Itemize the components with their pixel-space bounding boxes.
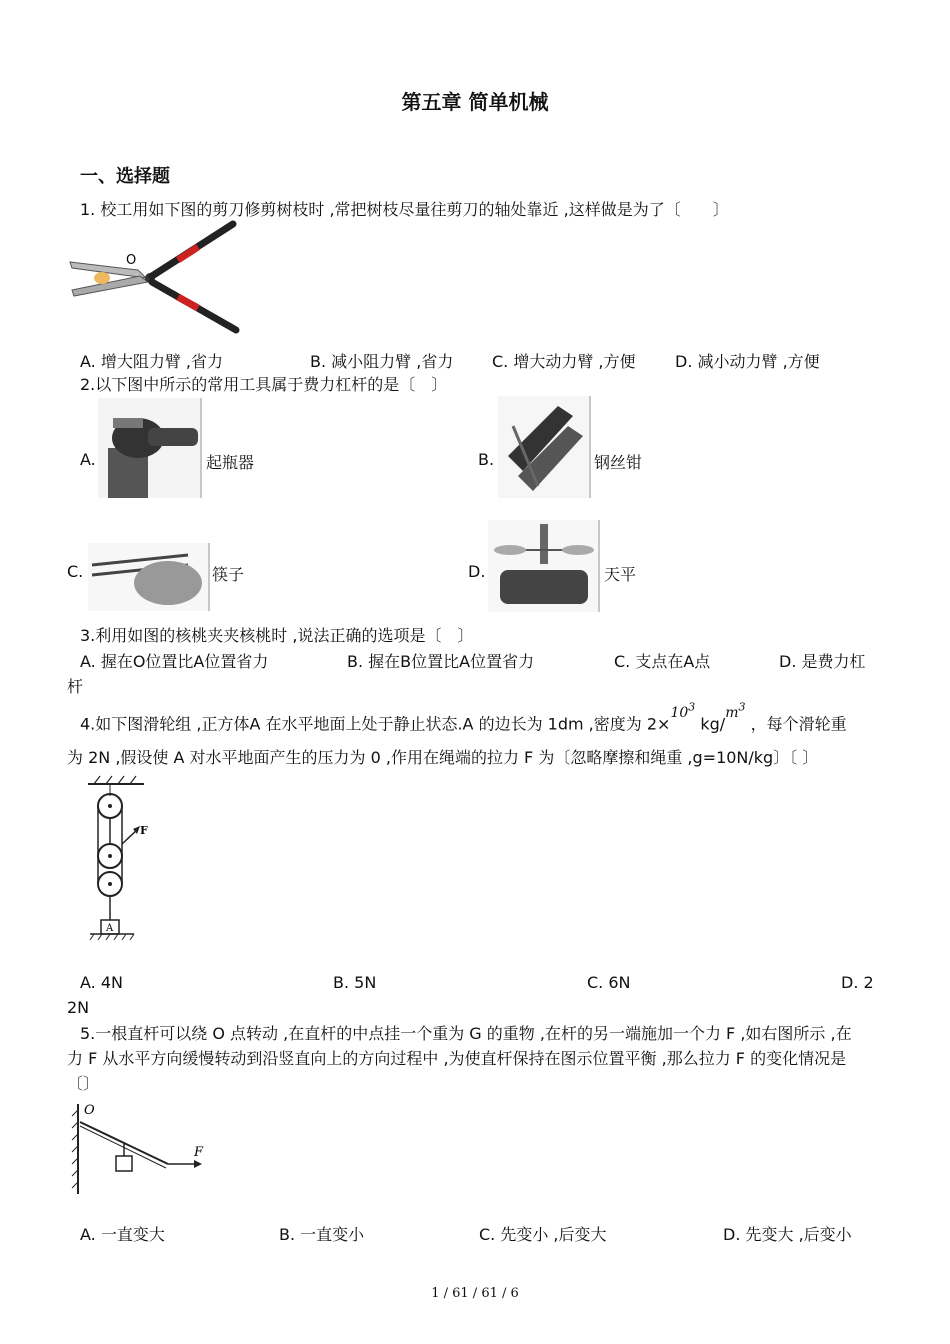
q4-density-unit-m: $m^3$ bbox=[725, 701, 746, 722]
question-5-line-3: 〔〕 bbox=[67, 1074, 100, 1093]
q5-option-d: D. 先变大 ,后变小 bbox=[723, 1225, 852, 1244]
question-4-line-1 bbox=[80, 701, 847, 737]
pliers-image bbox=[498, 396, 591, 498]
q1-option-a: A. 增大阻力臂 ,省力 bbox=[80, 352, 224, 371]
fig5-label-o: O bbox=[84, 1103, 95, 1118]
q2-option-b-letter: B. bbox=[478, 450, 495, 469]
fig5-label-f: F bbox=[194, 1145, 204, 1160]
shears-figure bbox=[68, 220, 243, 340]
q2-option-d-letter: D. bbox=[468, 562, 486, 581]
q5-option-a: A. 一直变大 bbox=[80, 1225, 165, 1244]
q1-option-c: C. 增大动力臂 ,方便 bbox=[492, 352, 636, 371]
q4-option-c: C. 6N bbox=[587, 973, 631, 992]
pulley-system-figure bbox=[86, 774, 156, 944]
lever-figure bbox=[70, 1100, 215, 1196]
bottle-opener-image bbox=[98, 398, 202, 498]
q4-line1-part-b: ，每个滑轮重 bbox=[750, 714, 847, 734]
q3-option-d-wrap: 杆 bbox=[67, 677, 84, 696]
q4-density-exponent: $10^3$ bbox=[670, 701, 696, 722]
q4-option-b: B. 5N bbox=[333, 973, 377, 992]
question-5-line-2: 力 F 从水平方向缓慢转动到沿竖直向上的方向过程中 ,为使直杆保持在图示位置平衡 ,那么拉力 F 的变化情况是 bbox=[67, 1049, 847, 1068]
chopsticks-image bbox=[88, 543, 210, 611]
q3-option-a: A. 握在O位置比A位置省力 bbox=[80, 652, 269, 671]
balance-scale-image bbox=[488, 520, 600, 612]
q4-option-d-wrap: 2N bbox=[67, 998, 90, 1017]
q3-option-c: C. 支点在A点 bbox=[614, 652, 711, 671]
q2-option-a-name: 起瓶器 bbox=[206, 453, 255, 472]
section-heading: 一、选择题 bbox=[80, 166, 170, 187]
q4-line1-part-a: 4.如下图滑轮组 ,正方体A 在水平地面上处于静止状态.A 的边长为 1dm ,密度为 2× bbox=[80, 714, 671, 734]
question-3-text: 3.利用如图的核桃夹夹核桃时 ,说法正确的选项是〔 〕 bbox=[80, 626, 474, 645]
q1-option-d: D. 减小动力臂 ,方便 bbox=[675, 352, 820, 371]
fig4-label-f: F bbox=[140, 824, 148, 837]
q1-option-b: B. 减小阻力臂 ,省力 bbox=[310, 352, 454, 371]
page-title: 第五章 简单机械 bbox=[401, 90, 549, 114]
q5-option-b: B. 一直变小 bbox=[279, 1225, 365, 1244]
q2-option-c-name: 筷子 bbox=[212, 565, 245, 584]
fig4-label-a: A bbox=[106, 923, 114, 934]
q4-option-a: A. 4N bbox=[80, 973, 123, 992]
q2-option-c-letter: C. bbox=[67, 562, 84, 581]
q2-option-a-letter: A. bbox=[80, 450, 96, 469]
fig1-label-o: O bbox=[126, 253, 137, 268]
question-2-text: 2.以下图中所示的常用工具属于费力杠杆的是〔 〕 bbox=[80, 375, 448, 394]
question-4-line-2: 为 2N ,假设使 A 对水平地面产生的压力为 0 ,作用在绳端的拉力 F 为〔忽略摩擦和绳重 ,g=10N/kg〕〔 〕 bbox=[67, 748, 819, 767]
q4-option-d: D. 2 bbox=[841, 973, 874, 992]
q4-density-unit: kg/ bbox=[700, 714, 726, 734]
q3-option-b: B. 握在B位置比A位置省力 bbox=[347, 652, 535, 671]
page-footer: 1 / 61 / 61 / 6 bbox=[431, 1286, 519, 1301]
q2-option-d-name: 天平 bbox=[604, 565, 637, 584]
question-1-text: 1. 校工用如下图的剪刀修剪树枝时 ,常把树枝尽量往剪刀的轴处靠近 ,这样做是为了〔 〕 bbox=[80, 200, 729, 219]
q5-option-c: C. 先变小 ,后变大 bbox=[479, 1225, 607, 1244]
question-5-line-1: 5.一根直杆可以绕 O 点转动 ,在直杆的中点挂一个重为 G 的重物 ,在杆的另一端施加一个力 F ,如右图所示 ,在 bbox=[80, 1024, 852, 1043]
q2-option-b-name: 钢丝钳 bbox=[594, 453, 643, 472]
q3-option-d: D. 是费力杠 bbox=[779, 652, 866, 671]
